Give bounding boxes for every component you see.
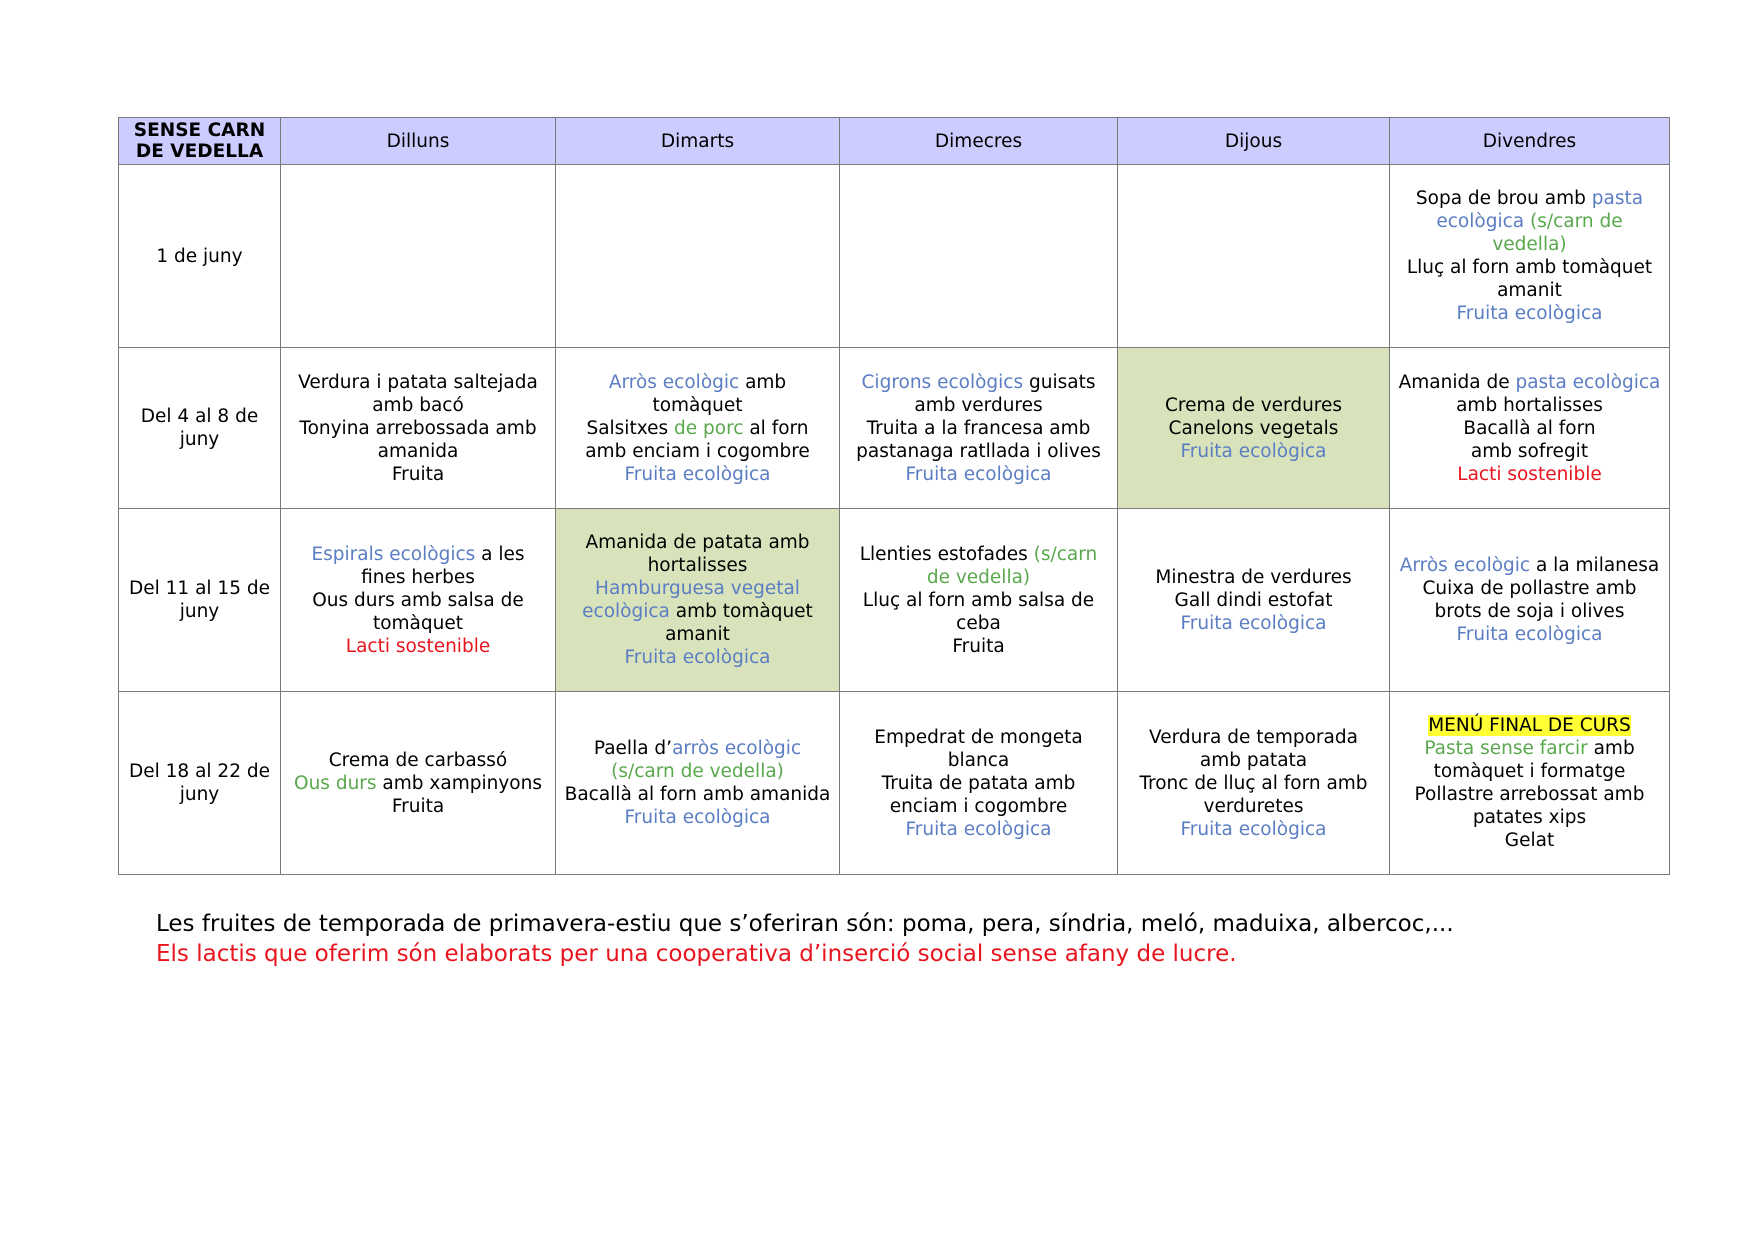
dish-text: Pollastre arrebossat amb patates xips bbox=[1414, 784, 1645, 828]
dish-text: MENÚ FINAL DE CURS bbox=[1428, 715, 1631, 736]
dish-text: Bacallà al forn amb amanida bbox=[564, 784, 831, 805]
week-label: 1 de juny bbox=[119, 165, 281, 348]
dish-text: Amanida de bbox=[1398, 371, 1516, 393]
day-header-wednesday: Dimecres bbox=[840, 118, 1118, 165]
dish-line bbox=[848, 589, 1109, 635]
dish-line bbox=[289, 543, 547, 589]
menu-cell-wednesday bbox=[840, 165, 1118, 348]
dish-line bbox=[1126, 440, 1381, 463]
dish-line bbox=[289, 371, 547, 417]
dish-text: Fruita bbox=[391, 795, 445, 817]
seasonal-fruits-note: Les fruites de temporada de primavera-estiu que s’oferiran són: poma, pera, síndria, meló, maduixa, albercoc,... bbox=[156, 911, 1454, 937]
dish-line bbox=[848, 463, 1109, 486]
dish-text: Bacallà al forn bbox=[1463, 417, 1596, 439]
dish-text: Fruita ecològica bbox=[905, 818, 1052, 840]
dish-text: Lacti sostenible bbox=[345, 635, 491, 657]
menu-cell-monday bbox=[281, 509, 556, 692]
dish-text: a la milanesa bbox=[1530, 555, 1660, 576]
week-row bbox=[119, 348, 1670, 509]
dish-text: pasta ecològica bbox=[1515, 371, 1661, 393]
dish-text: guisats amb verdures bbox=[914, 371, 1096, 416]
menu-cell-tuesday bbox=[556, 348, 840, 509]
menu-cell-thursday bbox=[1118, 692, 1390, 875]
dish-text: Crema de verdures bbox=[1164, 394, 1343, 416]
dish-line bbox=[848, 543, 1109, 589]
dish-text: Tronc de lluç al forn amb verduretes bbox=[1139, 772, 1368, 817]
dish-text: arròs ecològic bbox=[672, 738, 802, 759]
dish-text: Verdura de temporada amb patata bbox=[1149, 726, 1358, 771]
dish-text: Hamburguesa vegetal ecològica bbox=[582, 578, 800, 622]
dish-text: Truita de patata amb enciam i cogombre bbox=[881, 772, 1076, 817]
dish-text: Tonyina arrebossada amb amanida bbox=[299, 417, 537, 462]
menu-cell-friday bbox=[1390, 348, 1670, 509]
dish-line bbox=[1126, 612, 1381, 635]
dish-line bbox=[848, 818, 1109, 841]
dish-line bbox=[289, 463, 547, 486]
dish-line bbox=[1398, 463, 1661, 486]
dish-text: amb sofregit bbox=[1470, 440, 1589, 462]
weekly-menu-table bbox=[118, 117, 1670, 875]
header-row bbox=[119, 118, 1670, 165]
dish-text: Fruita ecològica bbox=[1180, 612, 1327, 634]
menu-cell-wednesday bbox=[840, 509, 1118, 692]
dish-line bbox=[289, 795, 547, 818]
dish-line bbox=[1126, 818, 1381, 841]
dish-line bbox=[1398, 371, 1661, 417]
dish-text: Ous durs bbox=[294, 772, 377, 794]
dish-line bbox=[848, 417, 1109, 463]
dish-text: Lluç al forn amb tomàquet amanit bbox=[1406, 257, 1653, 301]
dish-line bbox=[564, 783, 831, 806]
dish-text: Pasta sense farcir bbox=[1424, 738, 1588, 759]
dish-text: Lacti sostenible bbox=[1457, 463, 1602, 485]
dish-line bbox=[289, 772, 547, 795]
dish-text: (s/carn de vedella) bbox=[1492, 211, 1623, 255]
dish-text: Canelons vegetals bbox=[1168, 417, 1339, 439]
dish-text: Salsitxes bbox=[586, 417, 674, 439]
dish-line bbox=[1398, 714, 1661, 737]
dish-line bbox=[1398, 256, 1661, 302]
dish-text: Paella d’ bbox=[593, 738, 673, 759]
dish-line bbox=[564, 646, 831, 669]
week-row bbox=[119, 165, 1670, 348]
dairy-note: Els lactis que oferim són elaborats per una cooperativa d’inserció social sense afany de lucre. bbox=[156, 941, 1237, 967]
dish-line bbox=[564, 463, 831, 486]
dish-text: Fruita bbox=[391, 463, 445, 485]
dish-line bbox=[1398, 623, 1661, 646]
dish-text: Fruita ecològica bbox=[1180, 440, 1327, 462]
menu-cell-wednesday bbox=[840, 348, 1118, 509]
dish-text: Ous durs amb salsa de tomàquet bbox=[312, 589, 524, 634]
dish-text: Sopa de brou amb bbox=[1415, 188, 1592, 209]
dish-text: Gelat bbox=[1504, 830, 1555, 851]
day-header-friday: Divendres bbox=[1390, 118, 1670, 165]
dish-text: Fruita ecològica bbox=[1456, 303, 1603, 324]
dish-line bbox=[1126, 394, 1381, 417]
menu-cell-thursday bbox=[1118, 165, 1390, 348]
dish-text: Empedrat de mongeta blanca bbox=[874, 726, 1083, 771]
menu-cell-tuesday bbox=[556, 692, 840, 875]
dish-line bbox=[848, 635, 1109, 658]
dish-text: Espirals ecològics bbox=[311, 543, 476, 565]
dish-text: Fruita ecològica bbox=[624, 807, 771, 828]
week-row bbox=[119, 692, 1670, 875]
dish-text: amb hortalisses bbox=[1456, 394, 1603, 416]
week-label: Del 4 al 8 de juny bbox=[119, 348, 281, 509]
dish-line bbox=[564, 737, 831, 783]
week-row bbox=[119, 509, 1670, 692]
dish-line bbox=[1398, 829, 1661, 852]
dish-line bbox=[289, 635, 547, 658]
menu-cell-tuesday bbox=[556, 509, 840, 692]
dish-line bbox=[564, 417, 831, 463]
dish-text: (s/carn de vedella) bbox=[926, 543, 1098, 588]
dish-text: Crema de carbassó bbox=[328, 749, 508, 771]
dish-line bbox=[1398, 783, 1661, 829]
dish-line bbox=[1126, 589, 1381, 612]
dish-text: Verdura i patata saltejada amb bacó bbox=[298, 371, 538, 416]
dish-line bbox=[289, 749, 547, 772]
dish-text: Fruita ecològica bbox=[905, 463, 1052, 485]
dish-text: Minestra de verdures bbox=[1155, 566, 1352, 588]
dish-text: pasta ecològica bbox=[1436, 188, 1644, 232]
dish-line bbox=[848, 726, 1109, 772]
dish-line bbox=[1398, 577, 1661, 623]
dish-text: Truita a la francesa amb pastanaga ratllada i olives bbox=[856, 417, 1101, 462]
dish-text: amb tomàquet bbox=[652, 371, 787, 416]
dish-text: Fruita bbox=[952, 635, 1005, 657]
dish-text: Amanida de patata amb hortalisses bbox=[585, 532, 810, 576]
menu-cell-friday bbox=[1390, 509, 1670, 692]
day-header-monday: Dilluns bbox=[281, 118, 556, 165]
dish-text: al forn amb enciam i cogombre bbox=[585, 417, 810, 462]
dish-line bbox=[1398, 187, 1661, 256]
dish-line bbox=[1398, 554, 1661, 577]
menu-cell-thursday bbox=[1118, 348, 1390, 509]
dish-text: Cigrons ecològics bbox=[861, 371, 1024, 393]
dish-text: (s/carn de vedella) bbox=[611, 761, 784, 782]
week-label: Del 18 al 22 de juny bbox=[119, 692, 281, 875]
dish-line bbox=[1398, 302, 1661, 325]
menu-cell-wednesday bbox=[840, 692, 1118, 875]
dish-line bbox=[289, 417, 547, 463]
dish-text: amb tomàquet amanit bbox=[665, 601, 813, 645]
menu-cell-monday bbox=[281, 348, 556, 509]
dish-line bbox=[564, 577, 831, 646]
dish-line bbox=[1126, 726, 1381, 772]
menu-cell-monday bbox=[281, 692, 556, 875]
dish-text: Fruita ecològica bbox=[1180, 818, 1327, 840]
dish-text: de porc bbox=[674, 417, 744, 439]
menu-cell-thursday bbox=[1118, 509, 1390, 692]
dish-text: a les fines herbes bbox=[361, 543, 525, 588]
menu-cell-friday bbox=[1390, 692, 1670, 875]
dish-line bbox=[1126, 417, 1381, 440]
dish-line bbox=[848, 371, 1109, 417]
corner-label: SENSE CARN DE VEDELLA bbox=[119, 118, 281, 165]
dish-text: Gall dindi estofat bbox=[1174, 589, 1333, 611]
menu-cell-tuesday bbox=[556, 165, 840, 348]
dish-line bbox=[564, 531, 831, 577]
menu-cell-friday bbox=[1390, 165, 1670, 348]
dish-text: amb xampinyons bbox=[376, 772, 542, 794]
dish-text: Cuixa de pollastre amb brots de soja i olives bbox=[1422, 578, 1637, 622]
menu-cell-monday bbox=[281, 165, 556, 348]
day-header-thursday: Dijous bbox=[1118, 118, 1390, 165]
dish-text: Fruita ecològica bbox=[1456, 624, 1603, 645]
dish-line bbox=[848, 772, 1109, 818]
day-header-tuesday: Dimarts bbox=[556, 118, 840, 165]
dish-line bbox=[1126, 772, 1381, 818]
dish-text: Fruita ecològica bbox=[624, 463, 771, 485]
dish-line bbox=[564, 806, 831, 829]
week-label: Del 11 al 15 de juny bbox=[119, 509, 281, 692]
dish-line bbox=[1398, 440, 1661, 463]
dish-text: Arròs ecològic bbox=[1399, 555, 1531, 576]
dish-text: Lluç al forn amb salsa de ceba bbox=[862, 589, 1095, 634]
dish-text: amb tomàquet i formatge bbox=[1433, 738, 1635, 782]
dish-line bbox=[564, 371, 831, 417]
dish-line bbox=[1398, 417, 1661, 440]
dish-line bbox=[289, 589, 547, 635]
dish-line bbox=[1126, 566, 1381, 589]
dish-text: Llenties estofades bbox=[859, 543, 1034, 565]
dish-line bbox=[1398, 737, 1661, 783]
dish-text: Fruita ecològica bbox=[624, 647, 771, 668]
dish-text: Arròs ecològic bbox=[608, 371, 740, 393]
